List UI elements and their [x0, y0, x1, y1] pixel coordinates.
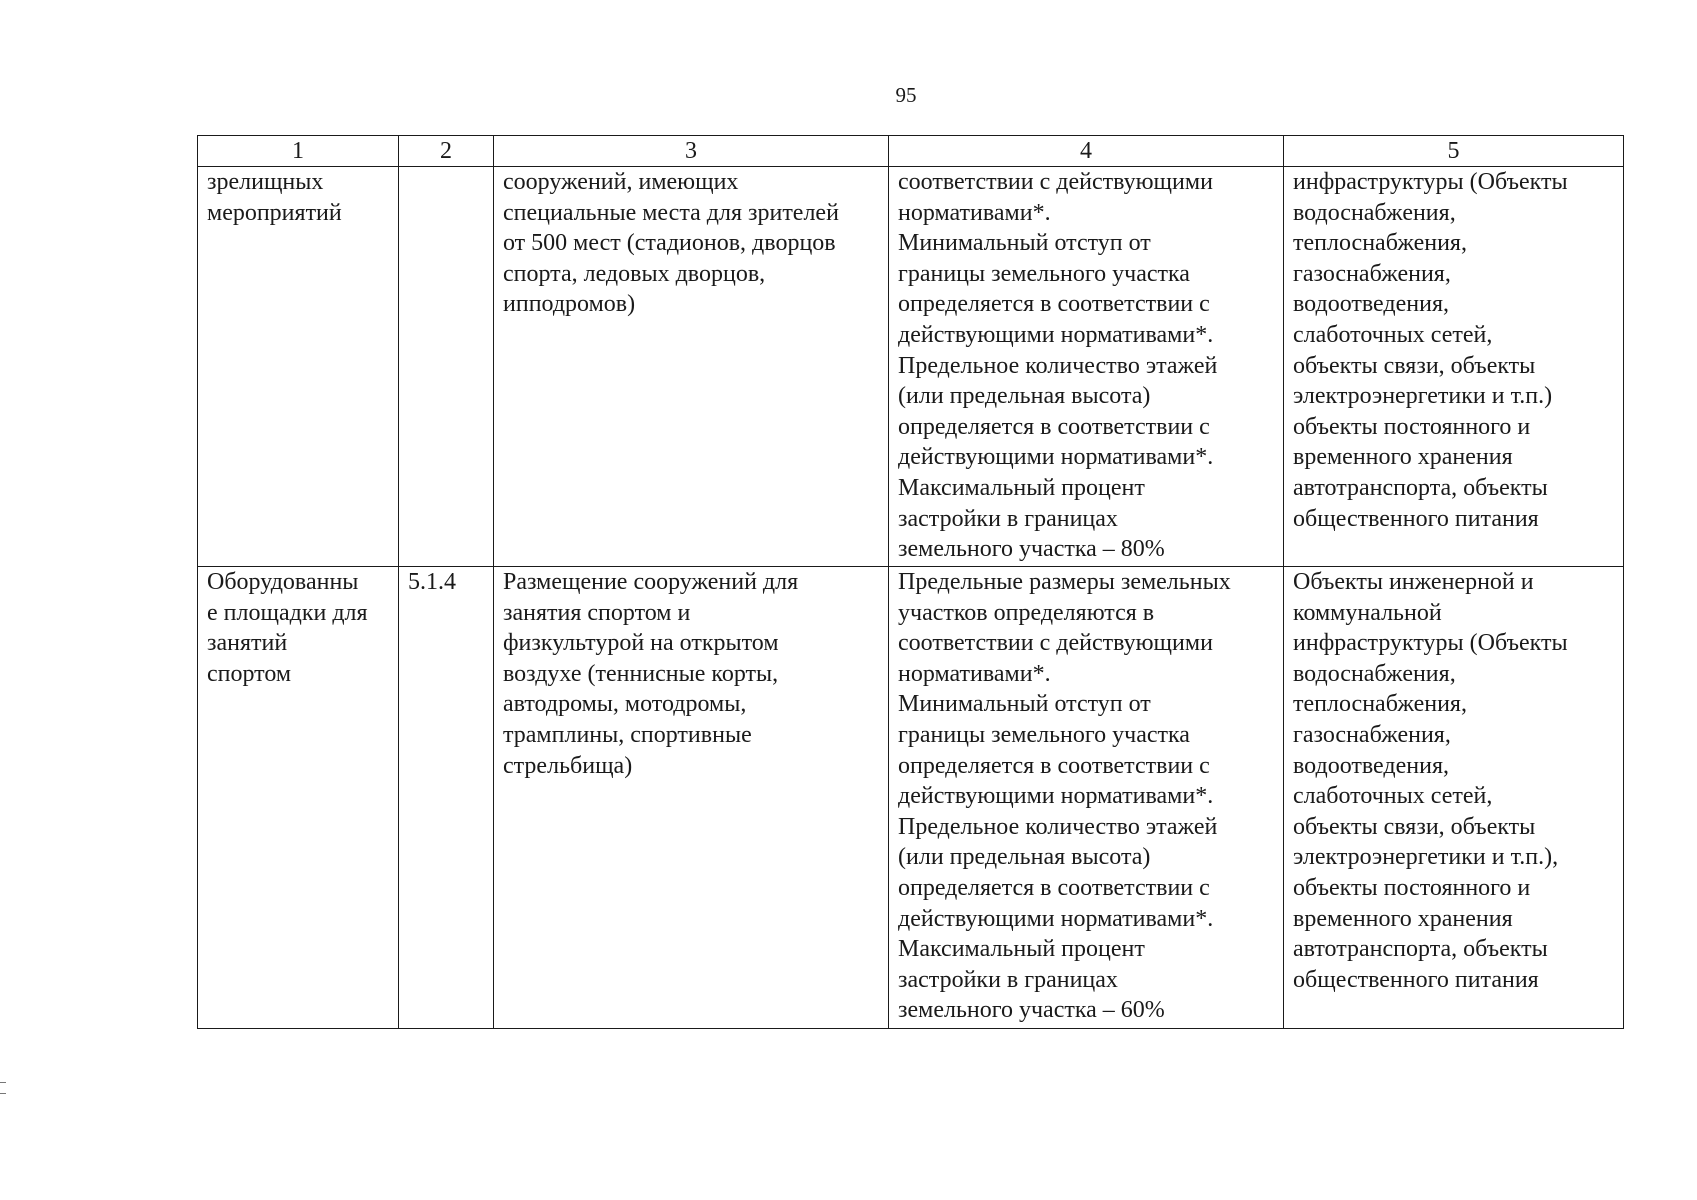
column-header: 3 [494, 136, 889, 167]
land-use-table [197, 135, 1624, 1029]
use-description: сооружений, имеющих специальные места для зрителей от 500 мест (стадионов, дворцов спорта, ледовых дворцов, ипподромов) [503, 169, 839, 318]
use-code: 5.1.4 [408, 569, 456, 595]
use-type-name: Оборудованны е площадки для занятий спортом [207, 569, 368, 687]
column-header: 1 [198, 136, 399, 167]
column-header: 4 [889, 136, 1284, 167]
parameters-text: соответствии с действующими нормативами*. Минимальный отступ от границы земельного участка определяется в соответствии с действующими нормативами*. Предельное количество этажей (или предельная высота) определяется в соответствии с действующими нормативами*. Максимальный процент застройки в границах земельного участка – 80% [898, 169, 1218, 563]
table-cell [494, 167, 889, 567]
table-header-row [198, 136, 1624, 167]
table-cell [1284, 567, 1624, 1029]
table-cell [399, 567, 494, 1029]
table-cell [399, 167, 494, 567]
table-row [198, 567, 1624, 1029]
margin-mark [0, 1082, 6, 1094]
table-cell [198, 167, 399, 567]
ancillary-uses-text: инфраструктуры (Объекты водоснабжения, теплоснабжения, газоснабжения, водоотведения, слаботочных сетей, объекты связи, объекты электроэнергетики и т.п.) объекты постоянного и временного хранения автотранспорта, объекты общественного питания [1293, 169, 1568, 532]
ancillary-uses-text: Объекты инженерной и коммунальной инфраструктуры (Объекты водоснабжения, теплоснабжения, газоснабжения, водоотведения, слаботочных сетей, объекты связи, объекты электроэнергетики и т.п.), объекты постоянного и временного хранения автотранспорта, объекты общественного питания [1293, 569, 1568, 993]
page-number: 95 [895, 83, 917, 107]
parameters-text: Предельные размеры земельных участков определяются в соответствии с действующими нормативами*. Минимальный отступ от границы земельного участка определяется в соответствии с действующими нормативами*. Предельное количество этажей (или предельная высота) определяется в соответствии с действующими нормативами*. Максимальный процент застройки в границах земельного участка – 60% [898, 569, 1231, 1024]
column-header: 2 [399, 136, 494, 167]
table-cell [889, 167, 1284, 567]
column-header: 5 [1284, 136, 1624, 167]
table-cell [494, 567, 889, 1029]
use-description: Размещение сооружений для занятия спортом и физкультурой на открытом воздухе (теннисные корты, автодромы, мотодромы, трамплины, спортивные стрельбища) [503, 569, 799, 779]
table-cell [1284, 167, 1624, 567]
table-cell [198, 567, 399, 1029]
table-cell [889, 567, 1284, 1029]
use-type-name: зрелищных мероприятий [207, 169, 342, 226]
table-row [198, 167, 1624, 567]
